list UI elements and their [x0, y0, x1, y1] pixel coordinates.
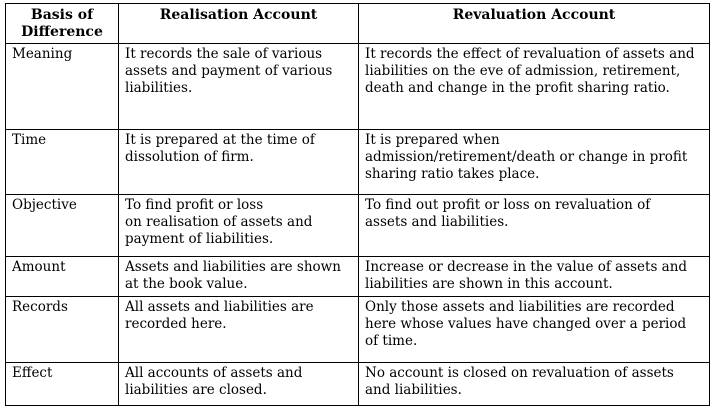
- header-revaluation: [359, 4, 710, 44]
- realisation-cell: [119, 195, 359, 257]
- realisation-cell: [119, 363, 359, 406]
- table-row: [6, 257, 710, 297]
- revaluation-text: To find out profit or loss on revaluation of assets and liabilities.: [365, 197, 651, 230]
- revaluation-cell: [359, 44, 710, 130]
- revaluation-text: Increase or decrease in the value of assets and liabilities are shown in this account.: [365, 259, 688, 292]
- basis-cell: [6, 130, 119, 195]
- basis-cell: [6, 257, 119, 297]
- header-realisation: [119, 4, 359, 44]
- table-row: [6, 297, 710, 363]
- header-realisation-text: Realisation Account: [159, 7, 318, 23]
- revaluation-text: It is prepared when admission/retirement/death or change in profit sharing ratio takes place.: [365, 132, 688, 182]
- revaluation-text: It records the effect of revaluation of assets and liabilities on the eve of admission, retirement, death and change in the profit sharing ratio.: [365, 46, 695, 96]
- realisation-text: It is prepared at the time of dissolution of firm.: [125, 132, 315, 165]
- basis-cell: [6, 195, 119, 257]
- revaluation-cell: [359, 297, 710, 363]
- basis-text: Objective: [12, 197, 77, 213]
- realisation-cell: [119, 257, 359, 297]
- basis-cell: [6, 363, 119, 406]
- basis-text: Time: [12, 132, 47, 148]
- realisation-text: All assets and liabilities are recorded here.: [125, 299, 314, 332]
- revaluation-text: Only those assets and liabilities are recorded here whose values have changed over a period of time.: [365, 299, 687, 349]
- revaluation-cell: [359, 363, 710, 406]
- header-basis-text: Basis of Difference: [21, 7, 103, 40]
- realisation-text: To find profit or loss on realisation of assets and payment of liabilities.: [125, 197, 313, 247]
- revaluation-cell: [359, 257, 710, 297]
- basis-text: Effect: [12, 365, 53, 381]
- basis-text: Records: [12, 299, 68, 315]
- realisation-cell: [119, 44, 359, 130]
- basis-text: Amount: [12, 259, 66, 275]
- header-basis: [6, 4, 119, 44]
- table-row: [6, 44, 710, 130]
- realisation-cell: [119, 297, 359, 363]
- realisation-cell: [119, 130, 359, 195]
- basis-cell: [6, 297, 119, 363]
- revaluation-cell: [359, 195, 710, 257]
- comparison-table: [5, 3, 710, 406]
- basis-cell: [6, 44, 119, 130]
- realisation-text: Assets and liabilities are shown at the book value.: [125, 259, 341, 292]
- table-row: [6, 130, 710, 195]
- table-header-row: [6, 4, 710, 44]
- header-revaluation-text: Revaluation Account: [452, 7, 616, 23]
- table-row: [6, 195, 710, 257]
- revaluation-text: No account is closed on revaluation of assets and liabilities.: [365, 365, 674, 398]
- revaluation-cell: [359, 130, 710, 195]
- table-row: [6, 363, 710, 406]
- realisation-text: All accounts of assets and liabilities are closed.: [125, 365, 303, 398]
- basis-text: Meaning: [12, 46, 73, 62]
- realisation-text: It records the sale of various assets and payment of various liabilities.: [125, 46, 333, 96]
